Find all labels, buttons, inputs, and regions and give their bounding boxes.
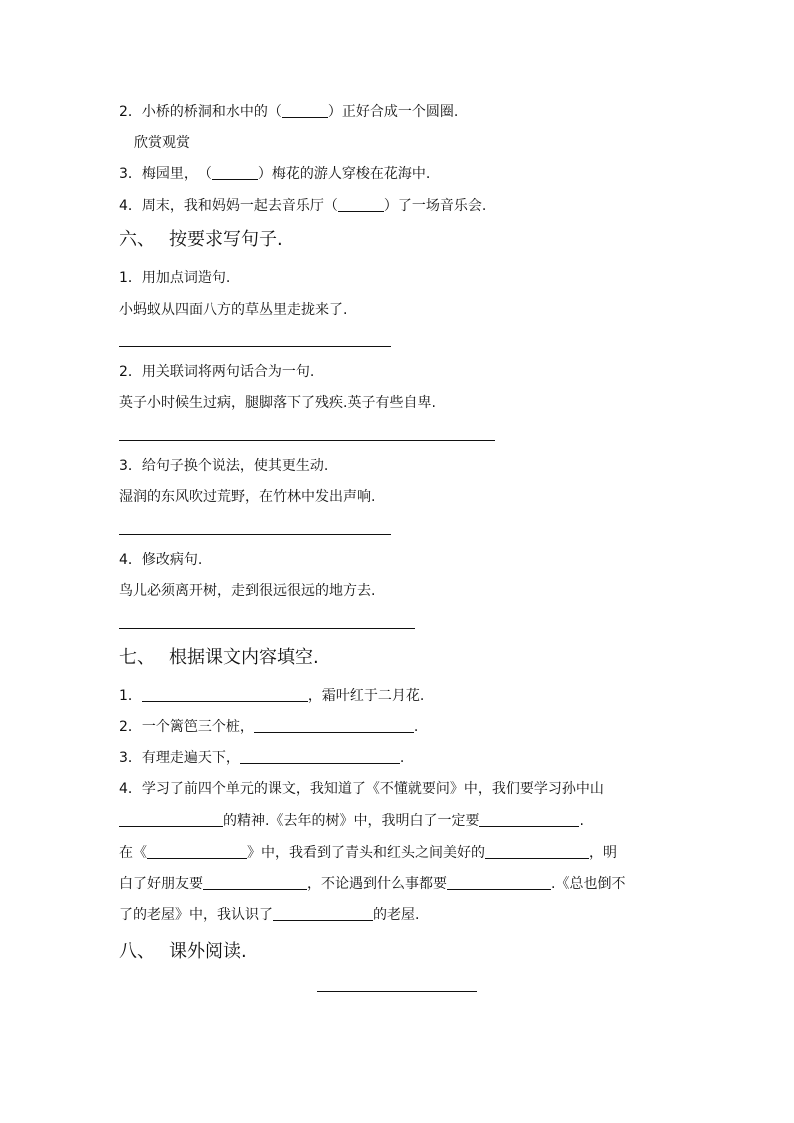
answer-blank[interactable] [203, 875, 307, 890]
s6-q3-answer-line[interactable] [119, 534, 391, 535]
answer-blank[interactable] [240, 749, 400, 764]
s6-q1-sentence: 小蚂蚁从四面八方的草丛里走拢来了. [119, 302, 348, 318]
answer-blank[interactable] [147, 844, 247, 859]
s6-q2-instruction: 2．用关联词将两句话合为一句. [119, 364, 315, 380]
answer-blank[interactable] [142, 687, 308, 702]
answer-blank[interactable] [282, 103, 328, 118]
answer-blank[interactable] [119, 812, 223, 827]
fill-word-q2: 2．小桥的桥洞和水中的（ ）正好合成一个圆圈. [119, 104, 459, 120]
s7-q4-line5: 了的老屋》中，我认识了 的老屋. [119, 907, 420, 923]
answer-blank[interactable] [273, 906, 373, 921]
s6-q4-instruction: 4．修改病句. [119, 552, 203, 568]
s7-q4-line4: 白了好朋友要 ，不论遇到什么事都要 .《总也倒不 [119, 876, 626, 892]
s6-q3-instruction: 3．给句子换个说法，使其更生动. [119, 458, 329, 474]
reading-title-line[interactable] [317, 991, 477, 992]
s7-q4-line1: 4．学习了前四个单元的课文，我知道了《不懂就要问》中，我们要学习孙中山 [119, 781, 604, 797]
answer-blank[interactable] [479, 812, 579, 827]
s7-q1: 1． ，霜叶红于二月花. [119, 688, 425, 704]
section-8-heading: 八、 课外阅读. [119, 941, 247, 962]
fill-word-q4: 4．周末，我和妈妈一起去音乐厅（ ）了一场音乐会. [119, 198, 487, 214]
s6-q3-sentence: 湿润的东风吹过荒野，在竹林中发出声响. [119, 489, 376, 505]
s7-q3: 3．有理走遍天下， . [119, 750, 405, 766]
s7-q4-line3: 在《 》中，我看到了青头和红头之间美好的 ，明 [119, 845, 617, 861]
answer-blank[interactable] [212, 165, 258, 180]
s6-q2-answer-line[interactable] [119, 440, 495, 441]
fill-word-q3: 3．梅园里，（ ）梅花的游人穿梭在花海中. [119, 166, 431, 182]
s6-q1-instruction: 1．用加点词造句. [119, 270, 231, 286]
answer-blank[interactable] [447, 875, 551, 890]
s7-q4-line2: 的精神.《去年的树》中，我明白了一定要 . [119, 811, 584, 831]
answer-blank[interactable] [254, 718, 414, 733]
s6-q4-sentence: 鸟儿必须离开树，走到很远很远的地方去. [119, 583, 376, 599]
s7-q2: 2．一个篱笆三个桩， . [119, 719, 419, 735]
s6-q1-answer-line[interactable] [119, 346, 391, 347]
answer-blank[interactable] [485, 844, 589, 859]
s6-q2-sentence: 英子小时候生过病，腿脚落下了残疾.英子有些自卑. [119, 395, 436, 411]
word-options: 欣赏观赏 [134, 135, 190, 151]
s6-q4-answer-line[interactable] [119, 628, 415, 629]
section-6-heading: 六、 按要求写句子. [119, 229, 283, 250]
answer-blank[interactable] [338, 197, 384, 212]
section-7-heading: 七、 根据课文内容填空. [119, 647, 319, 668]
